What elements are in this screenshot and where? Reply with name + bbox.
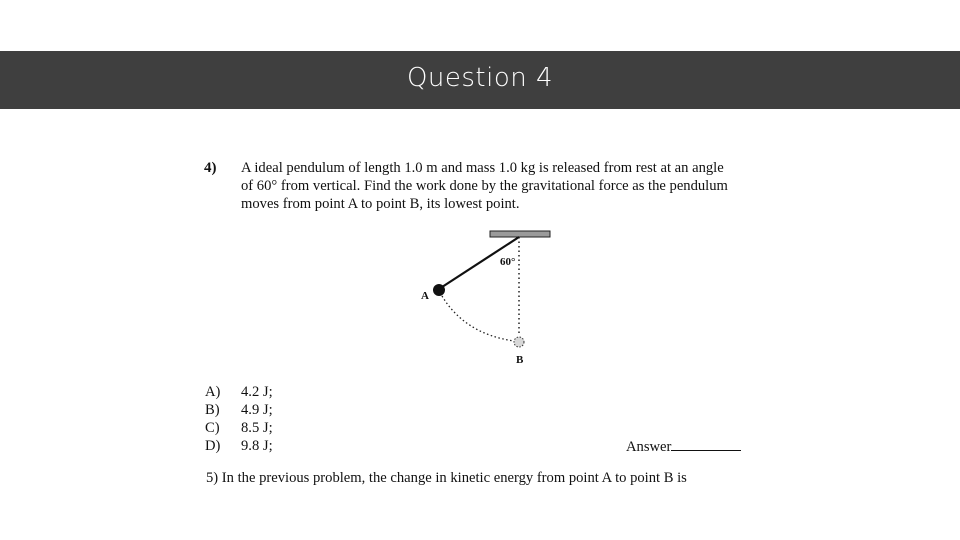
option-b-value: 4.9 J; [241, 402, 273, 418]
swing-path-arc [442, 296, 514, 341]
next-question-text: 5) In the previous problem, the change in kinetic energy from point A to point B is [206, 470, 687, 486]
option-c-value: 8.5 J; [241, 420, 273, 436]
question-line-2: of 60° from vertical. Find the work done by the gravitational force as the pendulum [241, 178, 728, 194]
option-a-value: 4.2 J; [241, 384, 273, 400]
option-c-letter: C) [205, 420, 220, 436]
option-d-value: 9.8 J; [241, 438, 273, 454]
option-a-letter: A) [205, 384, 221, 400]
option-b-letter: B) [205, 402, 220, 418]
answer-label: Answer [626, 439, 672, 455]
pendulum-bob-b [514, 337, 524, 347]
point-a-label: A [421, 290, 429, 302]
next-question-cutoff [206, 470, 726, 486]
angle-label: 60° [500, 256, 516, 268]
option-d-letter: D) [205, 438, 221, 454]
slide-title: Question 4 [406, 63, 554, 93]
question-line-1: A ideal pendulum of length 1.0 m and mass 1.0 kg is released from rest at an angle [241, 160, 724, 176]
point-b-label: B [516, 354, 524, 366]
ceiling-support [490, 231, 550, 237]
pendulum-diagram [410, 226, 560, 371]
answer-field [626, 437, 741, 456]
question-line-3: moves from point A to point B, its lowest point. [241, 196, 520, 212]
question-number: 4) [204, 160, 217, 176]
answer-blank-line [671, 437, 741, 451]
pendulum-bob-a [433, 284, 445, 296]
